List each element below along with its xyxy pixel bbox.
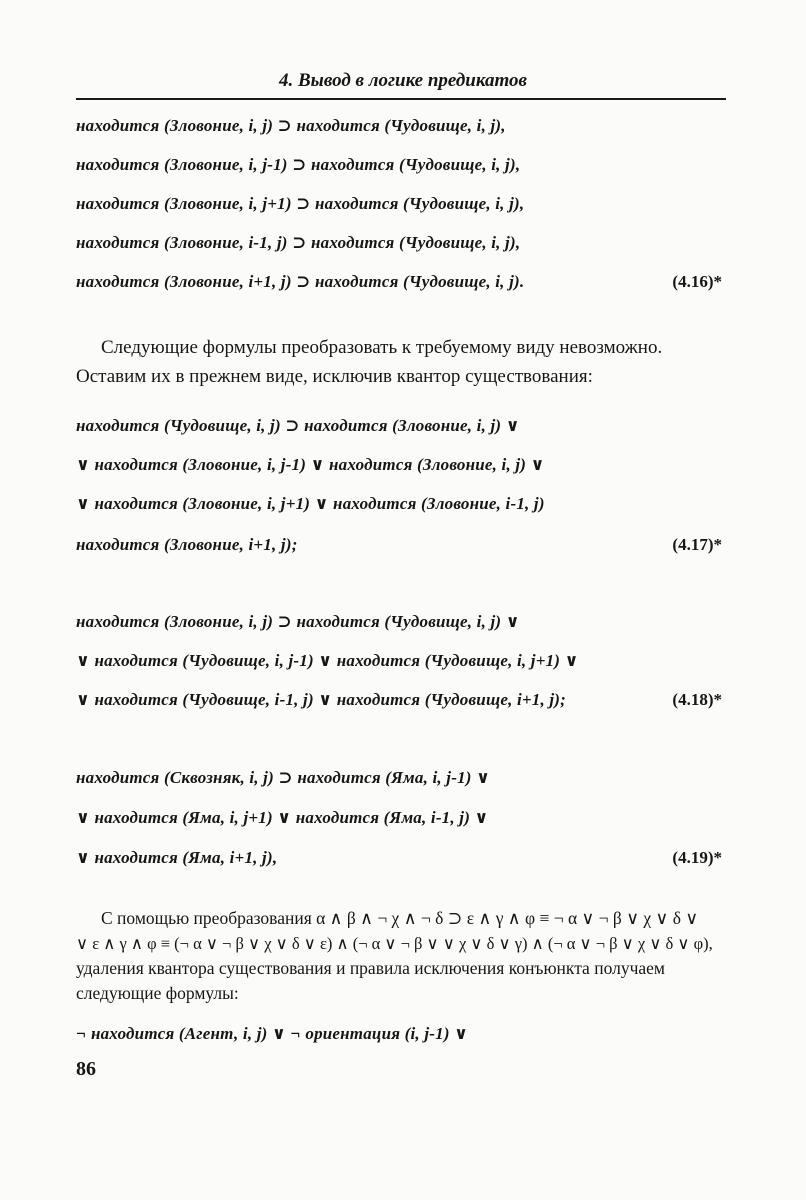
paragraph-line: удаления квантора существования и правила исключения конъюнкта получаем [76,958,665,978]
formula-line: ∨ находится (Чудовище, i, j-1) ∨ находится (Чудовище, i, j+1) ∨ [76,651,579,670]
formula-line: ¬ находится (Агент, i, j) ∨ ¬ ориентация (i, j-1) ∨ [76,1024,469,1043]
formula-line: находится (Зловоние, i, j) ⊃ находится (Чудовище, i, j) ∨ [76,612,520,631]
paragraph-line: С помощью преобразования α ∧ β ∧ ¬ χ ∧ ¬ δ ⊃ ε ∧ γ ∧ φ ≡ ¬ α ∨ ¬ β ∨ χ ∨ δ ∨ [101,908,699,928]
equation-number: (4.18)* [672,690,722,709]
formula-line: ∨ находится (Чудовище, i-1, j) ∨ находится (Чудовище, i+1, j); [76,690,567,709]
formula-line: ∨ находится (Зловоние, i, j+1) ∨ находится (Зловоние, i-1, j) [76,494,545,513]
formula-line: находится (Зловоние, i, j-1) ⊃ находится (Чудовище, i, j), [76,155,521,174]
paragraph-line: ∨ ε ∧ γ ∧ φ ≡ (¬ α ∨ ¬ β ∨ χ ∨ δ ∨ ε) ∧ (¬ α ∨ ¬ β ∨ ∨ χ ∨ δ ∨ γ) ∧ (¬ α ∨ ¬ β ∨ χ ∨ δ ∨ φ), [76,934,713,953]
page-header-title: 4. Вывод в логике предикатов [278,70,528,91]
page-number: 86 [76,1058,96,1080]
formula-line: находится (Зловоние, i, j+1) ⊃ находится (Чудовище, i, j), [76,194,525,213]
formula-line: ∨ находится (Яма, i+1, j), [76,848,278,867]
paragraph-line: Следующие формулы преобразовать к требуемому виду невозможно. [101,337,663,358]
formula-line: находится (Зловоние, i-1, j) ⊃ находится (Чудовище, i, j), [76,233,521,252]
formula-line: находится (Чудовище, i, j) ⊃ находится (Зловоние, i, j) ∨ [76,416,520,435]
equation-number: (4.17)* [672,535,722,554]
paragraph [76,906,728,1006]
paragraph [76,333,728,391]
formula-line: ∨ находится (Зловоние, i, j-1) ∨ находится (Зловоние, i, j) ∨ [76,455,545,474]
equation-number: (4.19)* [672,848,722,867]
header-rule [76,98,726,100]
formula-line: ∨ находится (Яма, i, j+1) ∨ находится (Яма, i-1, j) ∨ [76,808,489,827]
formula-line: находится (Зловоние, i+1, j); [76,535,298,554]
equation-number: (4.16)* [672,272,722,291]
formula-line: находится (Зловоние, i+1, j) ⊃ находится (Чудовище, i, j). [76,272,525,291]
paragraph-line: следующие формулы: [76,983,239,1003]
formula-line: находится (Зловоние, i, j) ⊃ находится (Чудовище, i, j), [76,116,506,135]
paragraph-line: Оставим их в прежнем виде, исключив квантор существования: [76,366,593,387]
formula-line: находится (Сквозняк, i, j) ⊃ находится (Яма, i, j-1) ∨ [76,768,491,787]
